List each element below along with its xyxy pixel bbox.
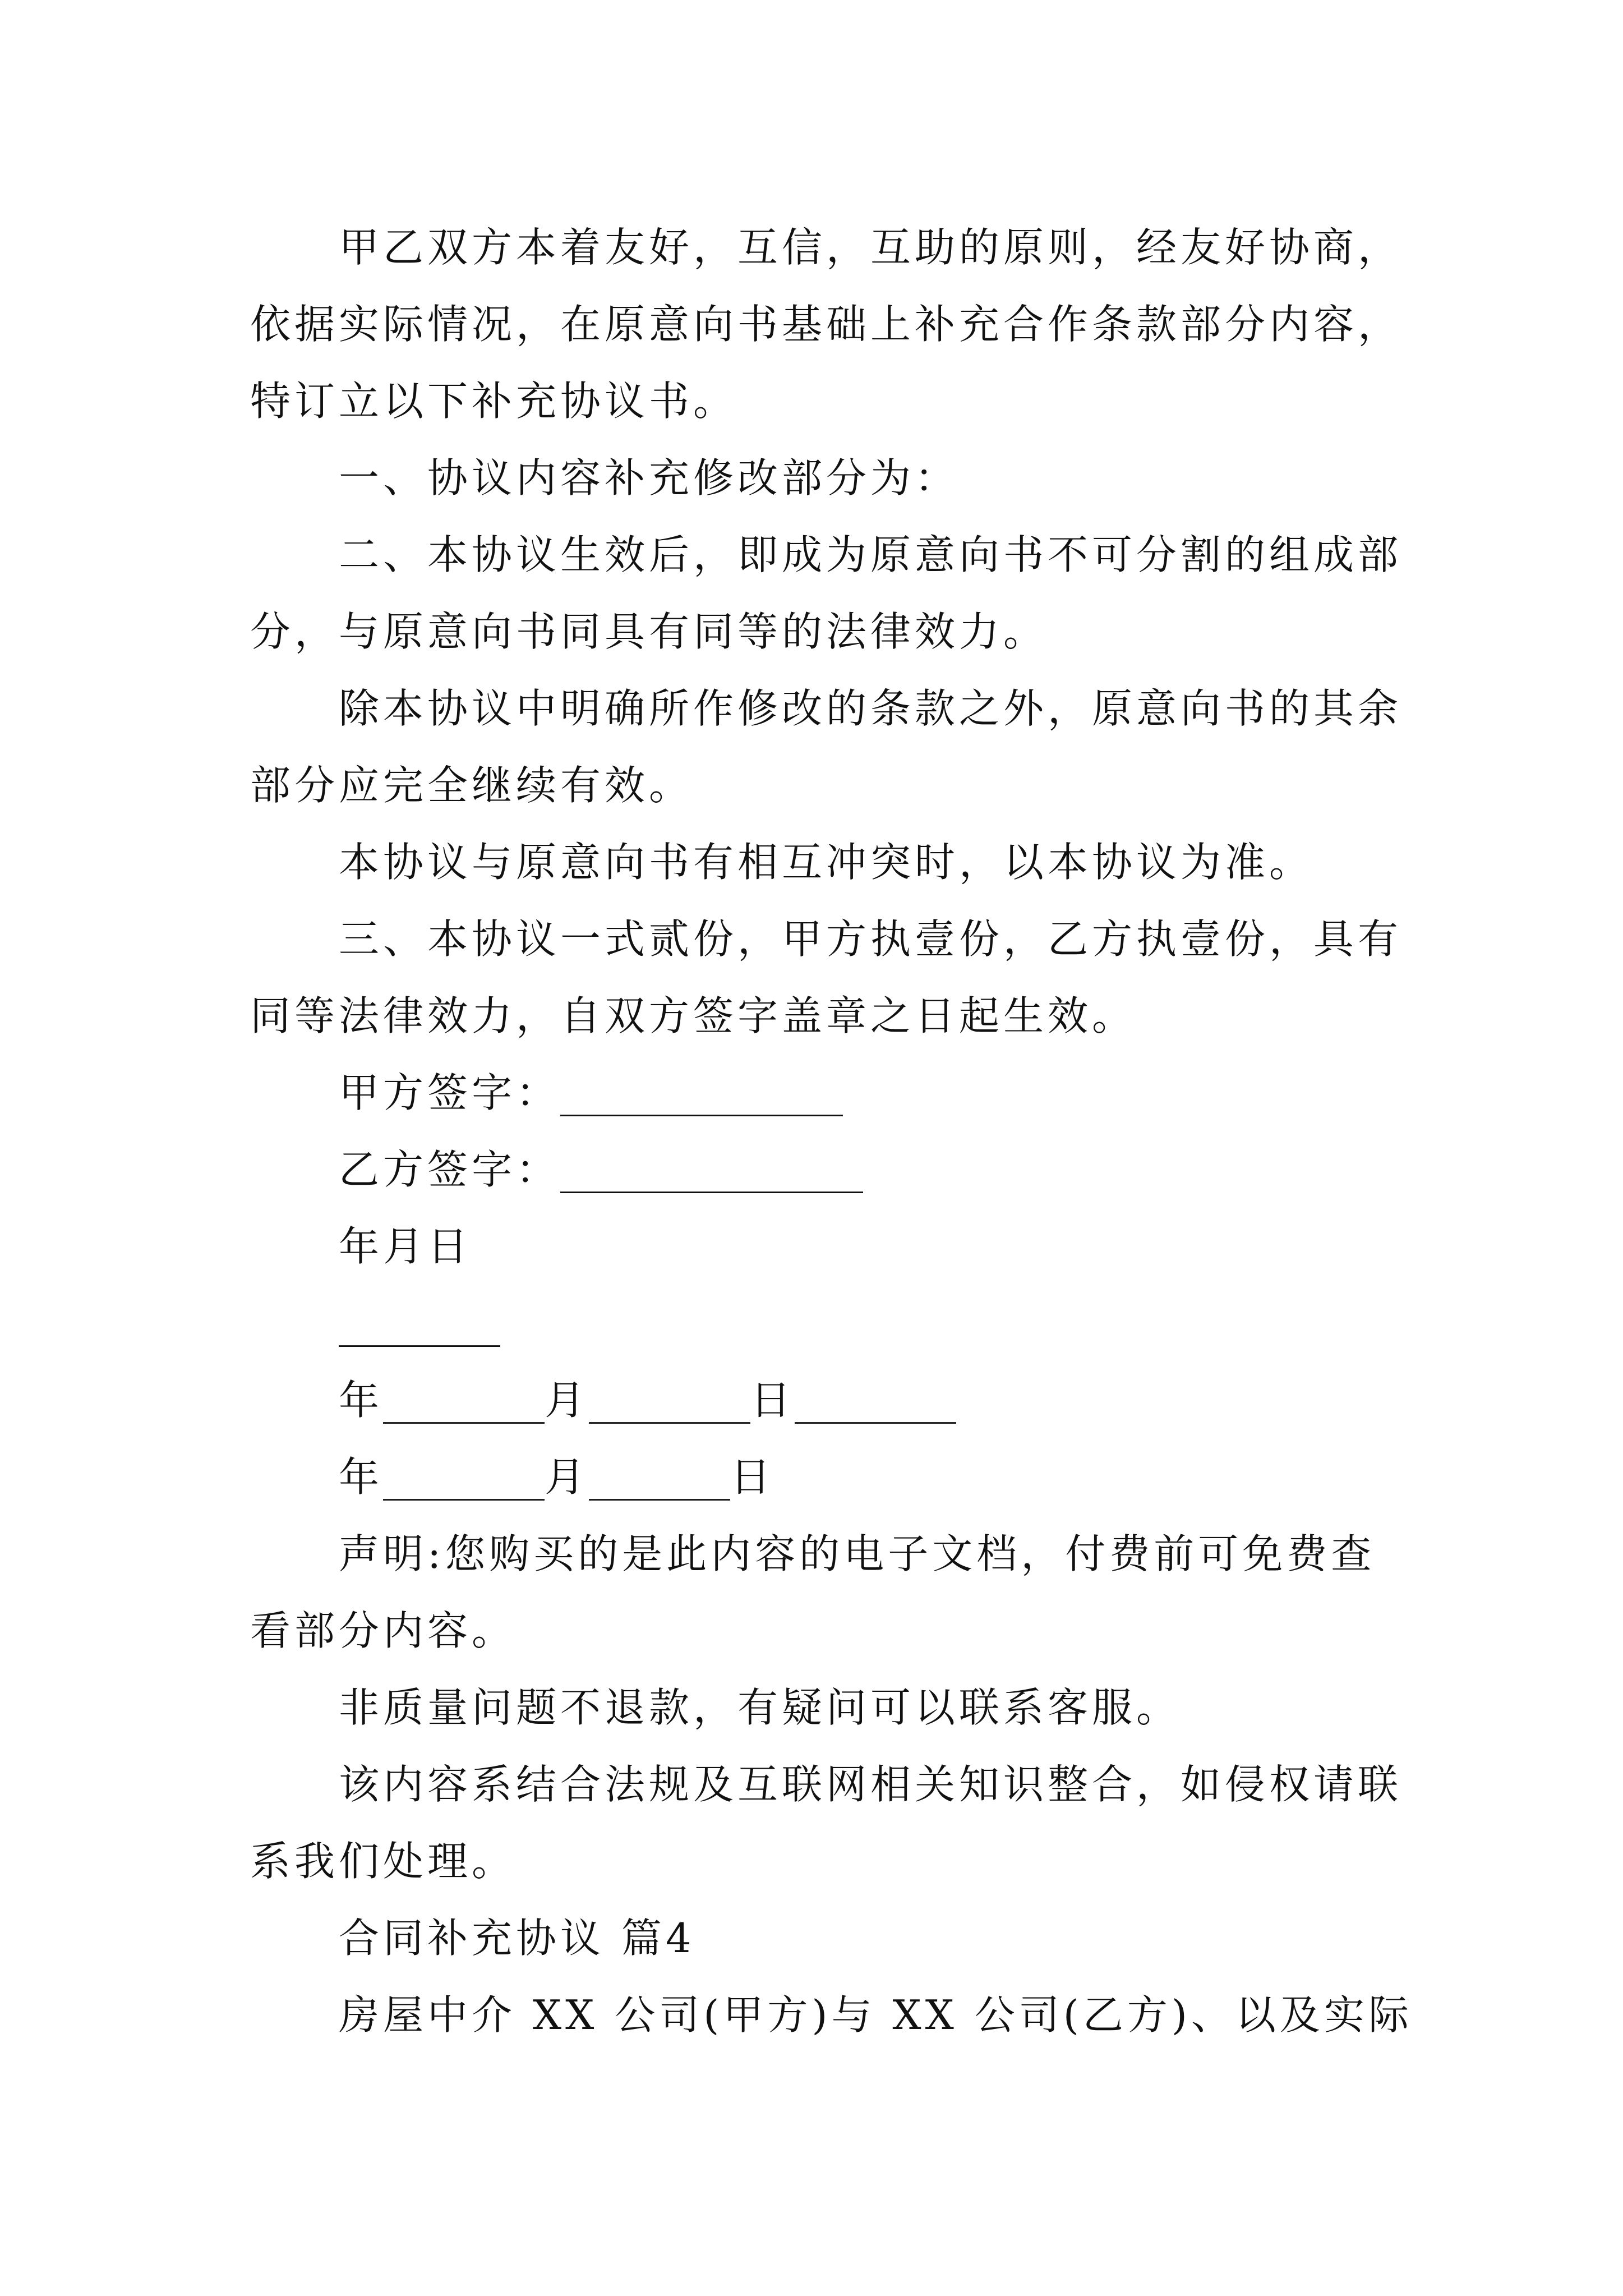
year-label: 年 — [339, 1377, 384, 1424]
section-title: 合同补充协议 篇4 — [339, 1915, 695, 1962]
day-label: 日 — [750, 1377, 795, 1424]
paragraph-line: 同等法律效力，自双方签字盖章之日起生效。 — [250, 992, 1137, 1039]
month-label: 月 — [545, 1377, 589, 1424]
blank-underline: ________ — [339, 1300, 500, 1347]
date-label: 年月日 — [339, 1223, 472, 1270]
party-b-signature-blank: _______________ — [560, 1146, 864, 1193]
clause-three-line: 三、本协议一式贰份，甲方执壹份，乙方执壹份，具有 — [339, 915, 1403, 963]
notice-line: 非质量问题不退款，有疑问可以联系客服。 — [339, 1684, 1181, 1731]
notice-line: 看部分内容。 — [250, 1607, 517, 1654]
date-line — [250, 1362, 1428, 1439]
day-label: 日 — [730, 1453, 775, 1501]
month-label: 月 — [545, 1453, 589, 1501]
paragraph-line: 甲乙双方本着友好，互信，互助的原则，经友好协商， — [339, 224, 1403, 271]
document-body — [250, 209, 1428, 2054]
paragraph-line: 依据实际情况，在原意向书基础上补充合作条款部分内容， — [250, 301, 1403, 348]
paragraph-line: 房屋中介 XX 公司(甲方)与 XX 公司(乙方)、以及实际 — [339, 1991, 1413, 2039]
paragraph-line: 部分应完全继续有效。 — [250, 762, 694, 809]
party-b-signature-line — [250, 1131, 1428, 1208]
year-label: 年 — [339, 1453, 384, 1501]
year-blank: ________ — [383, 1377, 545, 1424]
clause-two-line: 二、本协议生效后，即成为原意向书不可分割的组成部 — [339, 531, 1403, 578]
date-line — [250, 1439, 1428, 1516]
paragraph-line: 除本协议中明确所作修改的条款之外，原意向书的其余 — [339, 685, 1403, 732]
party-a-signature-line — [250, 1055, 1428, 1131]
notice-line: 系我们处理。 — [250, 1838, 517, 1885]
month-blank: _______ — [589, 1453, 731, 1501]
notice-line: 声明:您购买的是此内容的电子文档，付费前可免费查 — [339, 1530, 1376, 1577]
blank-line — [250, 1285, 1428, 1362]
paragraph-line: 分，与原意向书同具有同等的法律效力。 — [250, 608, 1048, 655]
day-blank: ________ — [795, 1377, 957, 1424]
month-blank: ________ — [589, 1377, 751, 1424]
party-b-signature-label: 乙方签字： — [339, 1146, 561, 1193]
party-a-signature-blank: ______________ — [560, 1069, 843, 1116]
notice-line: 该内容系结合法规及互联网相关知识整合，如侵权请联 — [339, 1761, 1403, 1808]
paragraph-line: 特订立以下补充协议书。 — [250, 378, 738, 425]
year-blank: ________ — [383, 1453, 545, 1501]
paragraph-line: 本协议与原意向书有相互冲突时，以本协议为准。 — [339, 839, 1314, 886]
party-a-signature-label: 甲方签字： — [339, 1069, 561, 1116]
clause-one-line: 一、协议内容补充修改部分为： — [339, 454, 960, 501]
